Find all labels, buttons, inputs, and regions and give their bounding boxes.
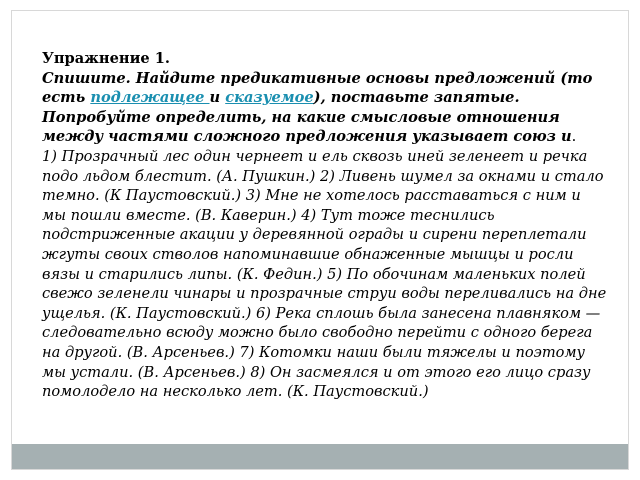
exercise-instruction [42,69,607,147]
exercise-content [42,49,607,402]
predicate-link[interactable]: сказуемое [225,89,314,107]
exercise-sentences: 1) Прозрачный лес один чернеет и ель сквозь иней зеленеет и речка подо льдом блестит. (А. Пушкин.) 2) Ливень шумел за окнами и стало темно. (К Паустовский.) 3) Мне не хотелось расставаться с ним и мы пошли вместе. (В. Каверин.) 4) Тут тоже теснились подстриженные акации у деревянной ограды и сирени переплетали жгуты своих стволов напоминавшие обнаженные мышцы и росли вязы и старились липы. (К. Федин.) 5) По обочинам маленьких полей свежо зеленели чинары и прозрачные струи воды переливались на дне ущелья. (К. Паустовский.) 6) Река сплошь была занесена плавняком — следовательно всюду можно было свободно перейти с одного берега на другой. (В. Арсеньев.) 7) Котомки наши были тяжелы и поэтому мы устали. (В. Арсеньев.) 8) Он засмеялся и от этого его лицо сразу помолодело на несколько лет. (К. Паустовский.) [42,147,607,401]
subject-link[interactable]: подлежащее [90,89,210,107]
instruction-text-1: Спишите. Найдите предикативные основы предложений (то есть [42,69,593,107]
exercise-title: Упражнение 1. [42,50,170,67]
instruction-end: . [571,128,577,146]
instruction-and: и [209,89,226,107]
slide-bottom-bar [12,444,628,469]
instruction-text-2: ), поставьте запятые. Попробуйте определить, на какие смысловые отношения между частями сложного предложения указывает союз и [42,89,572,146]
slide [11,10,629,470]
